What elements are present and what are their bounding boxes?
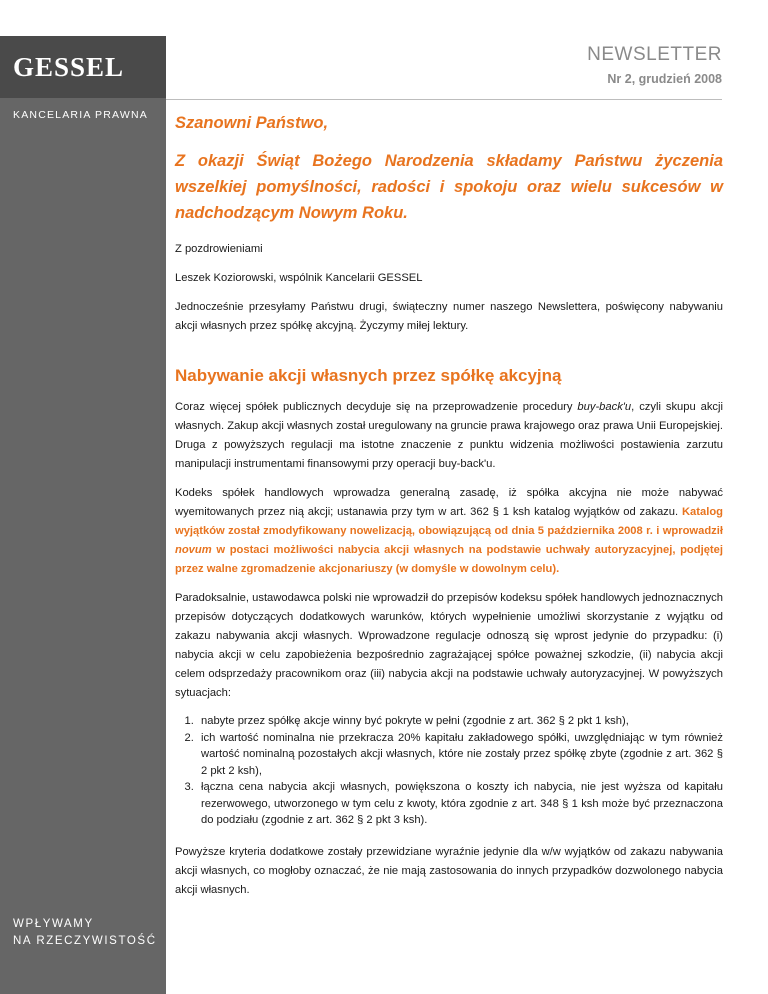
p2-highlight-emphasis: novum: [175, 544, 212, 556]
p1-text-a: Coraz więcej spółek publicznych decyduje się na przeprowadzenie procedury: [175, 401, 578, 413]
list-item: 3. łączna cena nabycia akcji własnych, powiększona o koszty ich nabycia, nie jest wyższa od kapitału rezerwowego, utworzonego w tym celu z kwoty, która zgodnie z art. 348 § 1 ksh może być przeznaczona do podziału (zgodnie z art. 362 § 2 pkt 3 ksh).: [197, 779, 723, 829]
paragraph-1: [175, 398, 723, 474]
criteria-list: [175, 713, 723, 829]
list-item: 1. nabyte przez spółkę akcje winny być pokryte w pełni (zgodnie z art. 362 § 2 pkt 1 ksh),: [197, 713, 723, 730]
paragraph-2: [175, 484, 723, 579]
signature: Leszek Koziorowski, wspólnik Kancelarii GESSEL: [175, 272, 423, 284]
slogan: [13, 916, 157, 950]
regards: Z pozdrowieniami: [175, 243, 263, 255]
p2-highlight-b: w postaci możliwości nabycia akcji własnych na podstawie uchwały autoryzacyjnej, podjętej przez walne zgromadzenie akcjonariuszy (w domyśle w dowolnym celu).: [175, 544, 723, 575]
sidebar-top-band: [0, 0, 166, 36]
paragraph-3: Paradoksalnie, ustawodawca polski nie wprowadził do przepisów kodeksu spółek handlowych jednoznacznych przepisów dotyczących dodatkowych warunków, których wypełnienie umożliwi skorzystanie z wyjątku od zakazu nabywania akcji własnych. Wprowadzone regulacje odnoszą się wprost jedynie do przypadku: (i) nabycia akcji w celu zapobieżenia bezpośrednio zagrażającej spółce poważnej szkodzie, (ii) nabycia akcji celem odsprzedaży pracownikom oraz (iii) nabycia akcji na podstawie uchwały autoryzacyjnej. W powyższych sytuacjach:: [175, 592, 723, 699]
p2-text: Kodeks spółek handlowych wprowadza generalną zasadę, iż spółka akcyjna nie może nabywać wyemitowanych przez nią akcji; ustanawia przy tym w art. 362 § 1 ksh katalog wyjątków od zakazu.: [175, 487, 723, 518]
p1-emphasis: buy-back'u: [577, 401, 632, 413]
main-content: [175, 114, 723, 910]
slogan-line-2: NA RZECZYWISTOŚĆ: [13, 935, 157, 947]
issue-label: Nr 2, grudzień 2008: [607, 72, 722, 86]
newsletter-title: NEWSLETTER: [587, 44, 722, 65]
intro-note: Jednocześnie przesyłamy Państwu drugi, świąteczny numer naszego Newslettera, poświęcony nabywaniu akcji własnych przez spółkę akcyjną. Życzymy miłej lektury.: [175, 301, 723, 332]
logo: GESSEL: [13, 52, 125, 82]
p2-highlight-a: Katalog wyjątków został zmodyfikowany nowelizacją, obowiązującą od dnia 5 października 2008 r. i wprowadził: [175, 506, 723, 537]
greeting: Szanowni Państwo,: [175, 114, 329, 132]
firm-name: KANCELARIA PRAWNA: [13, 109, 148, 121]
header-divider: [166, 99, 722, 100]
paragraph-4: Powyższe kryteria dodatkowe zostały przewidziane wyraźnie jedynie dla w/w wyjątków od zakazu nabywania akcji własnych, co mogłoby oznaczać, że nie mają zastosowania do innych przypadków dozwolonego nabycia akcji własnych.: [175, 845, 723, 896]
sidebar: [0, 0, 166, 994]
slogan-line-1: WPŁYWAMY: [13, 918, 94, 930]
list-item: 2. ich wartość nominalna nie przekracza 20% kapitału zakładowego spółki, uwzględniając w tym również wartość nominalną pozostałych akcji własnych, które nie zostały przez spółkę zbyte (zgodnie z art. 362 § 2 pkt 2 ksh),: [197, 730, 723, 780]
holiday-wish: Z okazji Świąt Bożego Narodzenia składamy Państwu życzenia wszelkiej pomyślności, radości i spokoju oraz wielu sukcesów w nadchodzącym Nowym Roku.: [175, 152, 723, 222]
p1-text-b: , czyli skupu akcji własnych. Zakup akcji własnych został uregulowany na gruncie prawa krajowego oraz prawa Unii Europejskiej. Druga z powyższych regulacji ma istotne znaczenie z punktu widzenia możliwości postawienia zarzutu manipulacji instrumentami finansowymi przy operacji buy-back'u.: [175, 401, 723, 470]
article-title: Nabywanie akcji własnych przez spółkę akcyjną: [175, 366, 562, 385]
